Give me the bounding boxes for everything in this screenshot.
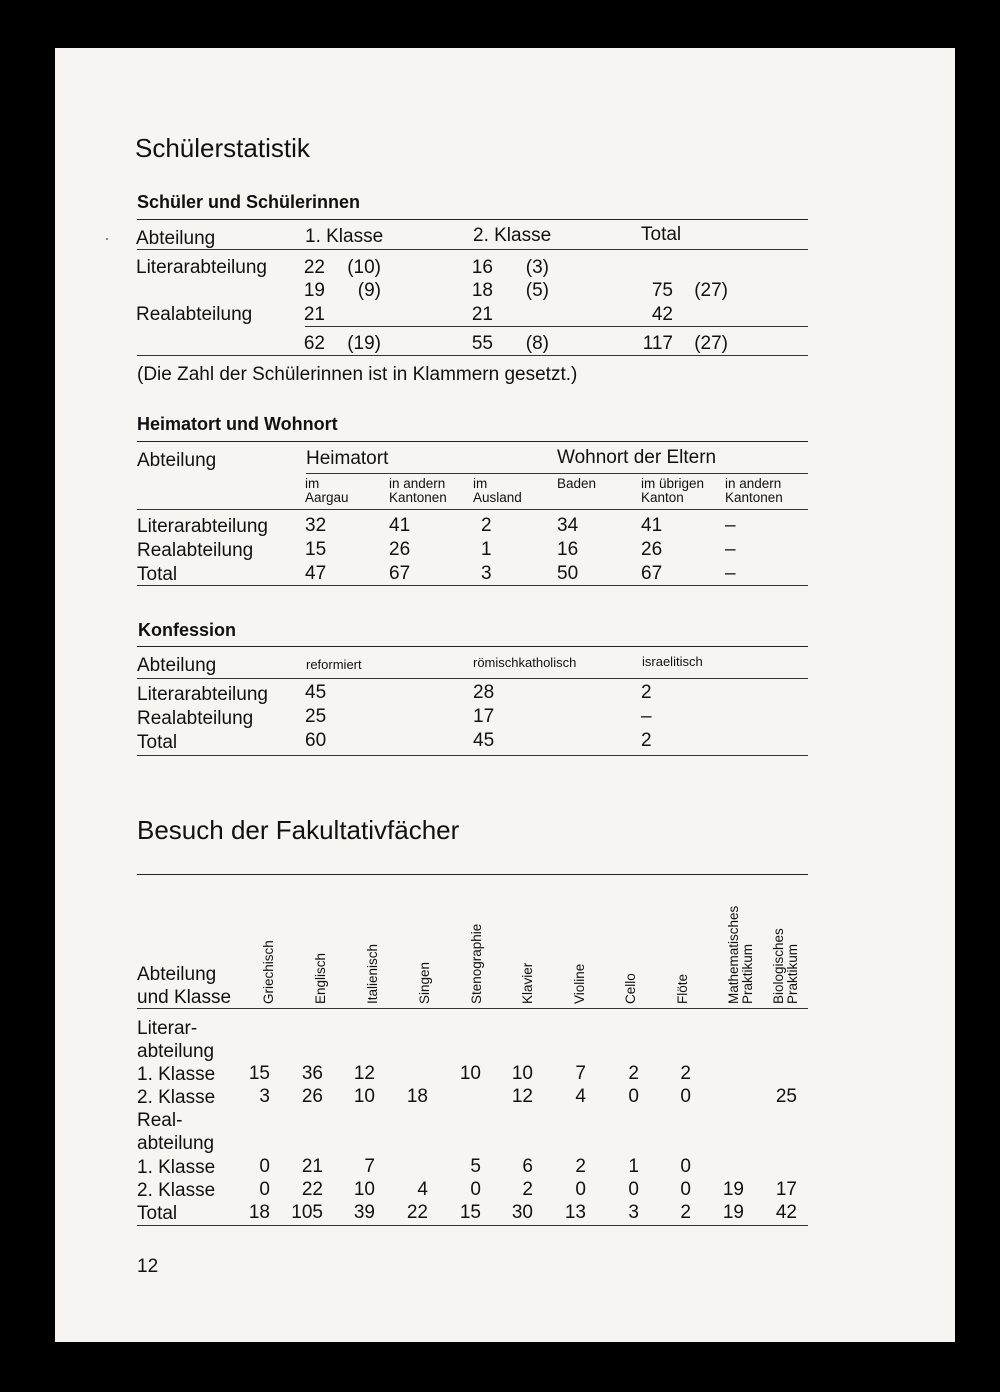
students-row-label-literar: Literarabteilung [136,257,267,278]
rule [137,249,808,250]
elective-cell: 12 [511,1086,533,1107]
origin-subheader-line2: Kanton [641,490,684,505]
confession-row-label: Literarabteilung [137,684,268,705]
students-cell-k1-girls: (19) [347,333,381,354]
elective-cell: 2 [575,1156,586,1177]
confession-cell: 2 [641,730,652,751]
elective-subject-header: Praktikum [740,943,755,1004]
origin-subheader-line1: im [305,476,320,491]
elective-cell: 15 [248,1063,270,1084]
origin-cell: 41 [389,515,411,536]
rule [137,646,808,647]
elective-cell: 18 [248,1202,270,1223]
elective-cell: 1 [628,1156,639,1177]
elective-row-header-1: Abteilung [137,964,217,985]
origin-subheader-line2: Kantonen [389,490,447,505]
origin-heading: Heimatort und Wohnort [137,414,338,434]
elective-cell: 0 [680,1086,691,1107]
students-cell-k2-girls: (5) [525,280,549,301]
elective-row-label: 1. Klasse [137,1157,216,1178]
elective-cell: 10 [353,1086,375,1107]
students-col-klasse1: 1. Klasse [305,226,384,247]
origin-col-abteilung: Abteilung [137,450,217,471]
elective-cell: 36 [301,1063,323,1084]
elective-cell: 18 [406,1086,428,1107]
elective-subject-header: Praktikum [785,943,800,1004]
elective-group-real-1: Real- [137,1110,183,1131]
confession-col-abteilung: Abteilung [137,655,217,676]
elective-cell: 0 [680,1156,691,1177]
confession-cell: 2 [641,682,652,703]
confession-cell: 25 [305,706,327,727]
students-col-klasse2: 2. Klasse [473,225,552,246]
elective-cell: 13 [564,1202,586,1223]
rule [137,355,808,356]
origin-subheader-line1: Baden [557,476,597,491]
students-cell-k2: 16 [471,257,493,278]
students-cell-total-girls: (27) [694,280,728,301]
origin-cell: – [725,539,736,560]
origin-subheader-line2: Kantonen [725,490,783,505]
rule [137,441,808,442]
elective-row-header-2: und Klasse [137,987,232,1008]
elective-subject-header: Klavier [520,962,535,1004]
confession-cell: 17 [473,706,495,727]
confession-cell: 45 [473,730,495,751]
origin-cell: – [725,563,736,584]
page-title: Schülerstatistik [135,133,310,163]
confession-cell: 28 [473,682,495,703]
origin-group-wohnort: Wohnort der Eltern [557,447,717,468]
rule [137,219,808,220]
elective-cell: 10 [353,1179,375,1200]
elective-cell: 0 [680,1179,691,1200]
origin-cell: 67 [389,563,411,584]
rule [306,473,808,474]
elective-cell: 22 [301,1179,323,1200]
elective-group-real-2: abteilung [137,1133,215,1154]
confession-row-label: Realabteilung [137,708,254,729]
origin-group-heimatort: Heimatort [306,448,389,469]
origin-subheader-line1: in andern [725,476,782,491]
confession-row-label: Total [137,732,178,753]
confession-col-israelitisch: israelitisch [642,654,703,669]
elective-row-label: 2. Klasse [137,1087,216,1108]
elective-cell: 7 [364,1156,375,1177]
students-cell-k1-girls: (9) [357,280,381,301]
elective-group-literar-2: abteilung [137,1041,215,1062]
elective-cell: 0 [628,1086,639,1107]
students-cell-k2-girls: (8) [525,333,549,354]
elective-cell: 10 [511,1063,533,1084]
elective-cell: 30 [511,1202,533,1223]
origin-row-label: Realabteilung [137,540,254,561]
students-col-abteilung: Abteilung [136,228,216,249]
rule [137,1225,808,1226]
elective-cell: 26 [301,1086,323,1107]
elective-cell: 7 [575,1063,586,1084]
origin-cell: 47 [305,563,327,584]
students-cell-k1: 19 [303,280,325,301]
students-cell-k1: 21 [303,304,325,325]
elective-cell: 25 [775,1086,797,1107]
elective-row-label: 1. Klasse [137,1064,216,1085]
elective-cell: 6 [522,1156,533,1177]
elective-cell: 39 [353,1202,375,1223]
origin-subheader-line1: in andern [389,476,446,491]
rule [137,874,808,875]
confession-col-katholisch: römischkatholisch [473,655,577,670]
origin-cell: 26 [389,539,411,560]
elective-cell: 105 [291,1202,323,1223]
elective-subject-header: Stenographie [469,923,484,1004]
students-heading: Schüler und Schülerinnen [137,192,361,212]
rule [137,585,808,586]
elective-cell: 15 [459,1202,481,1223]
students-cell-k2: 21 [471,304,493,325]
students-cell-k2: 18 [471,280,493,301]
origin-cell: 16 [557,539,579,560]
elective-subject-header: Griechisch [261,940,276,1004]
origin-cell: 2 [481,515,492,536]
origin-cell: 67 [641,563,663,584]
elective-cell: 2 [680,1063,691,1084]
elective-cell: 2 [628,1063,639,1084]
elective-cell: 12 [353,1063,375,1084]
students-cell-k1-girls: (10) [347,257,381,278]
elective-cell: 4 [575,1086,586,1107]
elective-cell: 4 [417,1179,428,1200]
origin-subheader-line2: Ausland [473,490,522,505]
scan-speck [106,238,108,240]
origin-cell: 34 [557,515,579,536]
rule [137,509,808,510]
students-cell-k2: 55 [471,333,493,354]
elective-row-label: 2. Klasse [137,1180,216,1201]
origin-subheader-line1: im [473,476,488,491]
page-number: 12 [137,1256,159,1277]
confession-heading: Konfession [138,620,237,640]
confession-cell: 60 [305,730,327,751]
students-cell-total-girls: (27) [694,333,728,354]
elective-cell: 22 [406,1202,428,1223]
elective-subject-header: Englisch [313,952,328,1004]
origin-subheader-line2: Aargau [305,490,349,505]
elective-cell: 0 [259,1179,270,1200]
elective-cell: 21 [301,1156,323,1177]
elective-cell: 3 [259,1086,270,1107]
students-cell-total: 75 [651,280,673,301]
elective-row-label: Total [137,1203,178,1224]
origin-cell: 1 [481,539,492,560]
elective-cell: 3 [628,1202,639,1223]
elective-cell: 19 [722,1202,744,1223]
origin-cell: 15 [305,539,327,560]
rule [137,1008,808,1009]
elective-cell: 17 [775,1179,797,1200]
origin-cell: 3 [481,563,492,584]
elective-subject-header: Singen [417,961,432,1004]
elective-subject-header: Cello [623,973,638,1004]
confession-cell: – [641,706,652,727]
origin-row-label: Literarabteilung [137,516,268,537]
elective-subject-header: Violine [572,963,587,1004]
rule [137,678,808,679]
students-cell-k1: 22 [303,257,325,278]
students-cell-k2-girls: (3) [525,257,549,278]
students-col-total: Total [641,224,682,245]
students-cell-total: 117 [642,333,673,354]
elective-cell: 2 [522,1179,533,1200]
students-cell-total: 42 [651,304,673,325]
elective-cell: 0 [575,1179,586,1200]
origin-cell: 50 [557,563,579,584]
elective-cell: 42 [775,1202,797,1223]
elective-cell: 19 [722,1179,744,1200]
elective-cell: 10 [459,1063,481,1084]
students-cell-k1: 62 [303,333,325,354]
confession-cell: 45 [305,682,327,703]
origin-cell: 41 [641,515,663,536]
elective-cell: 0 [470,1179,481,1200]
origin-cell: 26 [641,539,663,560]
elective-subject-header: Biologisches [771,928,786,1004]
students-row-label-real: Realabteilung [136,304,253,325]
elective-cell: 0 [628,1179,639,1200]
rule [305,326,808,327]
elective-title: Besuch der Fakultativfächer [137,815,460,845]
elective-subject-header: Flöte [675,973,690,1004]
elective-cell: 2 [680,1202,691,1223]
origin-row-label: Total [137,564,178,585]
elective-cell: 0 [259,1156,270,1177]
elective-subject-header: Italienisch [365,943,380,1004]
rule [137,755,808,756]
elective-group-literar-1: Literar- [137,1018,198,1039]
elective-subject-header: Mathematisches [726,905,741,1004]
origin-subheader-line1: im übrigen [641,476,705,491]
confession-col-reformiert: reformiert [306,657,362,672]
origin-cell: – [725,515,736,536]
origin-cell: 32 [305,515,327,536]
elective-cell: 5 [470,1156,481,1177]
students-note: (Die Zahl der Schülerinnen ist in Klammern gesetzt.) [137,364,578,385]
